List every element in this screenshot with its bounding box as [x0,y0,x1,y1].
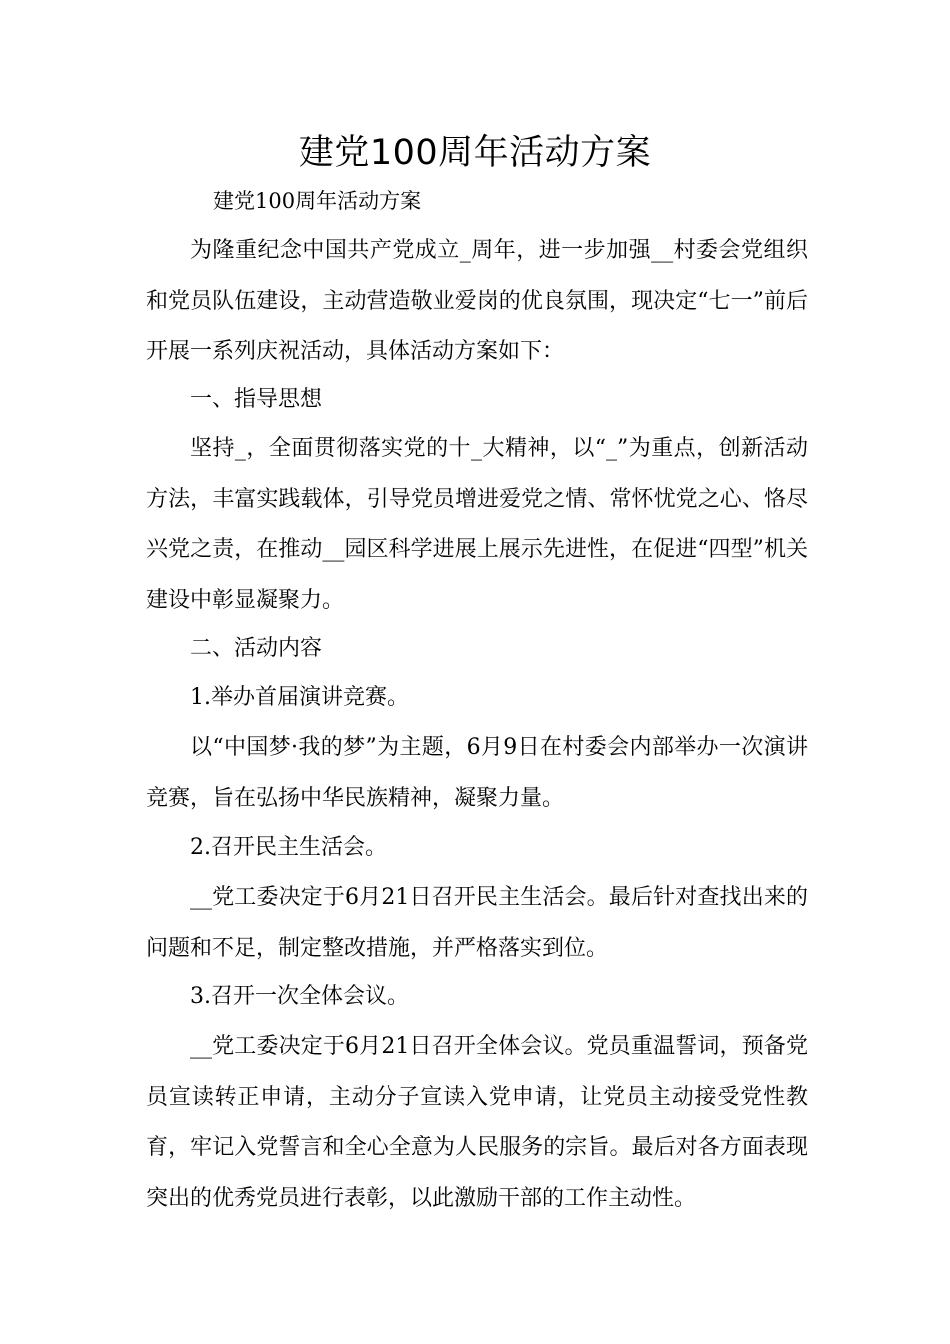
document-subtitle: 建党100周年活动方案 [213,189,422,213]
item-heading-plenary-meeting: 3.召开一次全体会议。 [190,984,409,1009]
democratic-life-meeting-paragraph: __党工委决定于6月21日召开民主生活会。最后针对查找出来的问题和不足，制定整改措施，并严格落实到位。 [146,885,808,961]
section-heading-guiding-ideology: 一、指导思想 [190,387,323,412]
speech-contest-paragraph: 以“中国梦·我的梦”为主题，6月9日在村委会内部举办一次演讲竞赛，旨在弘扬中华民族精神，凝聚力量。 [146,735,808,811]
section-heading-activity-content: 二、活动内容 [190,636,323,661]
item-heading-democratic-life-meeting: 2.召开民主生活会。 [190,835,387,860]
intro-paragraph: 为隆重纪念中国共产党成立_周年，进一步加强__村委会党组织和党员队伍建设，主动营造敬业爱岗的优良氛围，现决定“七一”前后开展一系列庆祝活动，具体活动方案如下： [146,238,808,364]
item-heading-speech-contest: 1.举办首届演讲竞赛。 [190,685,409,710]
document-title: 建党100周年活动方案 [298,133,652,173]
plenary-meeting-paragraph: __党工委决定于6月21日召开全体会议。党员重温誓词，预备党员宣读转正申请，主动分子宣读入党申请，让党员主动接受党性教育，牢记入党誓言和全心全意为人民服务的宗旨。最后对各方面表现突出的优秀党员进行表彰，以此激励干部的工作主动性。 [146,1034,808,1211]
guiding-ideology-paragraph: 坚持_，全面贯彻落实党的十_大精神，以“_”为重点，创新活动方法，丰富实践载体，引导党员增进爱党之情、常怀忧党之心、恪尽兴党之责，在推动__园区科学进展上展示先进性，在促进“四型”机关建设中彰显凝聚力。 [146,436,808,613]
